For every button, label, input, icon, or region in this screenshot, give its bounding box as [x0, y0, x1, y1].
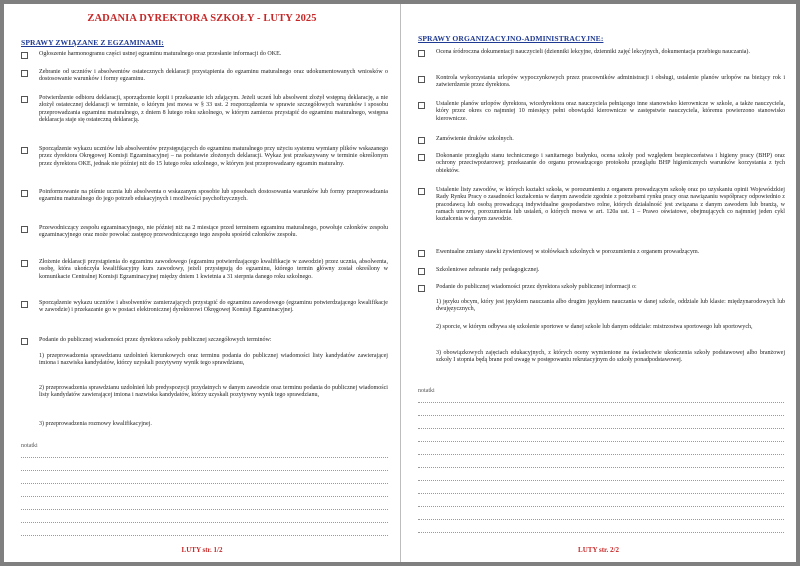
exam-subitem-2: 2) przeprowadzenia sprawdzianu uzdolnień lub predyspozycji przydatnych w danym zawodzie oraz terminu podania do publicznej wiadomości listy kandydatów zawierającej imiona i nazwiska kandydatów, którzy uzyskali pozytywny wynik tego sprawdzianu,	[39, 385, 388, 399]
notes-line[interactable]	[21, 522, 388, 523]
exam-subitem-1: 1) przeprowadzenia sprawdzianu uzdolnień kierunkowych oraz terminu podania do publicznej wiadomości listy kandydatów zawierającej imiona i nazwiska kandydatów, którzy uzyskali pozytywny wynik tego sprawdzianu,	[39, 353, 388, 367]
checkbox[interactable]	[21, 190, 28, 197]
page-2	[401, 4, 796, 562]
admin-task-1: Ocena śródroczna dokumentacji nauczycieli (dzienniki lekcyjne, dzienniki zajęć lekcyjnych, dokumentacja przebiegu nauczania).	[436, 49, 750, 55]
admin-task-2: Kontrola wykorzystania urlopów wypoczynkowych przez pracowników administracji i obsługi, ustalenie planów urlopów na bieżący rok i zatwierdzenie przez dyrektora.	[436, 75, 785, 89]
checkbox[interactable]	[21, 338, 28, 345]
page-footer: LUTY str. 1/2	[181, 546, 223, 554]
notes-line[interactable]	[21, 509, 388, 510]
notes-line[interactable]	[418, 454, 784, 455]
notes-line[interactable]	[21, 483, 388, 484]
checkbox[interactable]	[21, 70, 28, 77]
admin-task-8: Szkoleniowe zebranie rady pedagogicznej.	[436, 267, 540, 273]
checkbox[interactable]	[418, 137, 425, 144]
admin-task-9: Podanie do publicznej wiadomości przez dyrektora szkoły publicznej informacji o:	[436, 284, 637, 290]
exam-task-5: Poinformowanie na piśmie ucznia lub absolwenta o wskazanym sposobie lub sposobach dostosowania warunków lub formy przeprowadzania egzaminu maturalnego do jego potrzeb edukacyjnych i możliwości psychofizycznych.	[39, 189, 388, 203]
document-spread	[4, 4, 796, 562]
admin-subitem-2: 2) sporcie, w którym odbywa się szkolenie sportowe w danej szkole lub danym oddziale: mistrzostwa sportowego lub sportowych,	[436, 324, 753, 330]
section-exams-title: SPRAWY ZWIĄZANE Z EGZAMINAMI:	[21, 38, 164, 47]
checkbox[interactable]	[418, 154, 425, 161]
checkbox[interactable]	[21, 96, 28, 103]
page-title: ZADANIA DYREKTORA SZKOŁY - LUTY 2025	[87, 13, 317, 24]
checkbox[interactable]	[418, 188, 425, 195]
checkbox[interactable]	[21, 52, 28, 59]
checkbox[interactable]	[418, 50, 425, 57]
admin-subitem-1: 1) języku obcym, który jest językiem nauczania albo drugim językiem nauczania w danej szkole, oddziale lub klasie: międzynarodowych lub dwujęzycznych,	[436, 299, 785, 313]
exam-subitem-3: 3) przeprowadzenia rozmowy kwalifikacyjnej.	[39, 421, 152, 427]
admin-task-7: Ewentualne zmiany stawki żywieniowej w stołówkach szkolnych w porozumieniu z organem prowadzącym.	[436, 249, 700, 255]
admin-subitem-3: 3) obowiązkowych zajęciach edukacyjnych, z których oceny wymienione na świadectwie ukończenia szkoły podstawowej albo branżowej szkoły I stopnia będą brane pod uwagę w postępowaniu rekrutacyjnym do szkoły ponadpodstawowej.	[436, 350, 785, 364]
notes-line[interactable]	[418, 480, 784, 481]
notes-line[interactable]	[418, 441, 784, 442]
exam-task-9: Podanie do publicznej wiadomości przez dyrektora szkoły publicznej szczegółowych terminów:	[39, 337, 272, 343]
exam-task-2: Zebranie od uczniów i absolwentów ostatecznych deklaracji przystąpienia do egzaminu maturalnego oraz udokumentowanych wniosków o dostosowanie warunków i formy egzaminu.	[39, 69, 388, 83]
checkbox[interactable]	[21, 260, 28, 267]
checkbox[interactable]	[418, 76, 425, 83]
exam-task-8: Sporządzenie wykazu uczniów i absolwentów zamierzających przystąpić do egzaminu zawodowego (egzaminu potwierdzającego kwalifikacje w zawodzie) i przekazanie go w postaci elektronicznej dyrektorowi Okręgowej Komisji Egzaminacyjnej.	[39, 300, 388, 314]
admin-task-6: Ustalenie listy zawodów, w których kształci szkoła, w porozumieniu z organem prowadzącym szkołę oraz po uzyskaniu opinii Wojewódzkiej Rady Rynku Pracy o zasadności kształcenia w danym zawodzie zgodnie z potrzebami rynku pracy oraz nawiązaniu współpracy odpowiednio z pracodawcą lub osobą prowadzącą indywidualne gospodarstwo rolne, których działalność jest związana z danym zawodem lub branżą, w ramach umowy, porozumienia lub ustaleń, o których mowa w art. 120a ust. 1 – Prawo oświatowe, obejmujących co najmniej jeden cykl kształcenia w danym zawodzie.	[436, 187, 785, 223]
notes-line[interactable]	[418, 519, 784, 520]
admin-task-5: Dokonanie przeglądu stanu technicznego i sanitarnego budynku, ocena szkoły pod względem bezpieczeństwa i higieny pracy (BHP) oraz ochrony przeciwpożarowej; przekazanie do organu prowadzącego protokołu przeglądu BHP higienicznych warunków korzystania z tych obiektów.	[436, 153, 785, 174]
checkbox[interactable]	[418, 102, 425, 109]
page-footer: LUTY str. 2/2	[578, 546, 619, 554]
admin-task-3: Ustalenie planów urlopów dyrektora, wicedyrektora oraz nauczyciela pełniącego inne stanowisko kierownicze w szkole, a także nauczyciela, który przez okres co najmniej 10 miesięcy pełni obowiązki kierownicze w zastępstwie nauczyciela, któremu powierzono stanowisko kierownicze.	[436, 101, 785, 122]
exam-task-7: Złożenie deklaracji przystąpienia do egzaminu zawodowego (egzaminu potwierdzającego kwalifikacje w zawodzie) przez ucznia, absolwenta, osobę, która ukończyła kwalifikacyjny kurs zawodowy, jeżeli przystępują do egzaminu, którego termin główny został określony w komunikacie Centralnej Komisji Egzaminacyjnej między dniem 1 kwietnia a 31 sierpnia danego roku szkolnego.	[39, 259, 388, 280]
checkbox[interactable]	[21, 301, 28, 308]
checkbox[interactable]	[418, 268, 425, 275]
exam-task-6: Przewodniczący zespołu egzaminacyjnego, nie później niż na 2 miesiące przed terminem egzaminu maturalnego, powołuje członków zespołu egzaminacyjnego oraz może powołać zastępcę przewodniczącego tego zespołu spośród członków zespołu.	[39, 225, 388, 239]
notes-line[interactable]	[21, 496, 388, 497]
checkbox[interactable]	[418, 250, 425, 257]
notes-line[interactable]	[21, 457, 388, 458]
notes-line[interactable]	[418, 506, 784, 507]
notes-line[interactable]	[418, 415, 784, 416]
page-1	[4, 4, 400, 562]
notes-line[interactable]	[418, 493, 784, 494]
notes-label: notatki	[418, 388, 435, 394]
notes-line[interactable]	[418, 532, 784, 533]
section-admin-title: SPRAWY ORGANIZACYJNO-ADMINISTRACYJNE:	[418, 34, 604, 43]
exam-task-3: Potwierdzenie odbioru deklaracji, sporządzenie kopii i przekazanie ich zdającym. Jeżeli uczeń lub absolwent złożył wstępną deklarację, a nie złożył ostatecznej deklaracji w terminie, o którym jest mowa w § 33 ust. 2 rozporządzenia w sprawie szczegółowych warunków i sposobu przeprowadzania egzaminu maturalnego, z dniem 8 lutego roku szkolnego, w którym zamierza przystąpić do egzaminu maturalnego, wstępna deklaracja staje się ostateczną deklaracją.	[39, 95, 388, 124]
admin-task-4: Zamówienie druków szkolnych.	[436, 136, 514, 142]
notes-line[interactable]	[418, 467, 784, 468]
notes-line[interactable]	[418, 402, 784, 403]
notes-line[interactable]	[418, 428, 784, 429]
notes-label: notatki	[21, 443, 38, 449]
checkbox[interactable]	[418, 285, 425, 292]
checkbox[interactable]	[21, 147, 28, 154]
checkbox[interactable]	[21, 226, 28, 233]
notes-line[interactable]	[21, 470, 388, 471]
exam-task-4: Sporządzenie wykazu uczniów lub absolwentów przystępujących do egzaminu maturalnego przy użyciu systemu wymiany plików wskazanego przez dyrektora Okręgowej Komisji Egzaminacyjnej – na podstawie złożonych deklaracji. Wykaz jest przekazywany w terminie określonym przez dyrektora OKE, jednak nie później niż do 15 lutego roku szkolnego, w którym jest przeprowadzany egzamin maturalny.	[39, 146, 388, 167]
exam-task-1: Ogłoszenie harmonogramu części ustnej egzaminu maturalnego oraz przesłanie informacji do OKE.	[39, 51, 282, 57]
notes-line[interactable]	[21, 535, 388, 536]
